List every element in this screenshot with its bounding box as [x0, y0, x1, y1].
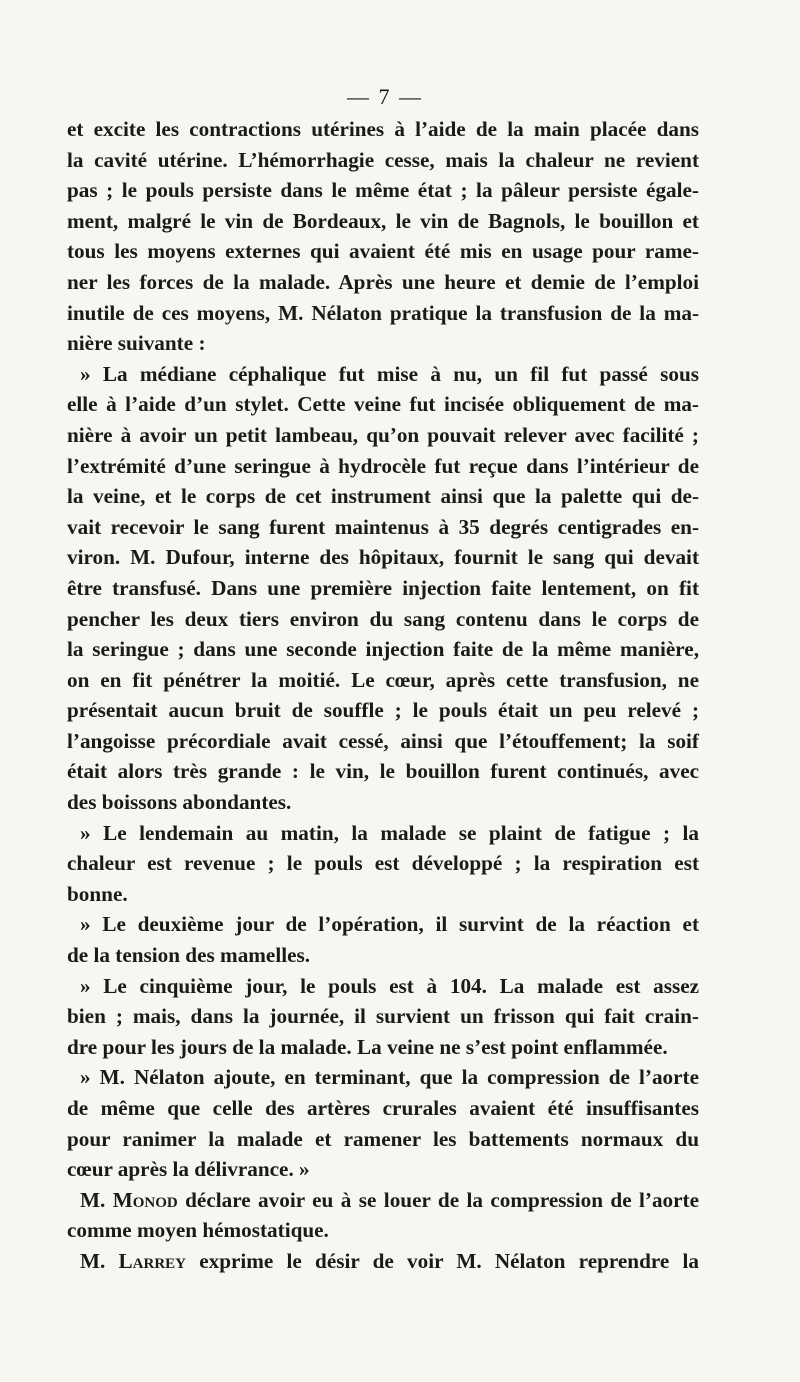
text-line [67, 1246, 699, 1277]
text-line: vait recevoir le sang furent maintenus à 35 degrés centigrades en- [67, 514, 699, 539]
text-line: comme moyen hémostatique. [67, 1218, 329, 1243]
paragraph [67, 818, 699, 910]
text-line: inutile de ces moyens, M. Nélaton pratique la transfusion de la ma- [67, 300, 699, 325]
text-line: on en fit pénétrer la moitié. Le cœur, après cette transfusion, ne [67, 667, 699, 692]
text-line: de même que celle des artères crurales avaient été insuffisantes [67, 1096, 699, 1120]
paragraph [67, 971, 699, 1063]
text-line: » Le deuxième jour de l’opération, il survint de la réaction et [80, 912, 699, 937]
text-line: la cavité utérine. L’hémorrhagie cesse, mais la chaleur ne revient [67, 147, 699, 172]
text-line: nière suivante : [67, 331, 206, 356]
text-line: tous les moyens externes qui avaient été mis en usage pour rame- [67, 239, 699, 264]
text-line: cœur après la délivrance. » [67, 1157, 310, 1182]
text-line: présentait aucun bruit de souffle ; le pouls était un peu relevé ; [67, 698, 699, 723]
paragraph [67, 1062, 699, 1184]
text-line: dre pour les jours de la malade. La veine ne s’est point enflammée. [67, 1034, 668, 1059]
speaker-name: Larrey [118, 1248, 186, 1273]
text-line: bien ; mais, dans la journée, il survient un frisson qui fait crain- [67, 1004, 699, 1029]
text-line: viron. M. Dufour, interne des hôpitaux, fournit le sang qui devait [67, 545, 699, 570]
text-line: des boissons abondantes. [67, 790, 292, 815]
page-number: — 7 — [347, 84, 423, 109]
text-line: était alors très grande : le vin, le bouillon furent continués, avec [67, 759, 699, 784]
text-line: la veine, et le corps de cet instrument ainsi que la palette qui de- [67, 484, 699, 509]
text-line: pencher les deux tiers environ du sang contenu dans le corps de [67, 606, 699, 631]
text-line: être transfusé. Dans une première injection faite lentement, on fit [67, 575, 699, 600]
speaker-name: Monod [112, 1187, 178, 1212]
text-line: l’extrémité d’une seringue à hydrocèle fut reçue dans l’intérieur de [67, 453, 699, 478]
text-line: de la tension des mamelles. [67, 943, 311, 968]
paragraph [67, 909, 699, 970]
paragraph [67, 1246, 699, 1277]
text-line: » Le lendemain au matin, la malade se plaint de fatigue ; la [80, 820, 699, 845]
text-line: la seringue ; dans une seconde injection faite de la même manière, [67, 637, 699, 662]
text-line: ner les forces de la malade. Après une heure et demie de l’emploi [67, 269, 699, 294]
text-line: » M. Nélaton ajoute, en terminant, que la compression de l’aorte [80, 1065, 699, 1090]
text-line: pour ranimer la malade et ramener les battements normaux du [67, 1126, 699, 1151]
text-line: ment, malgré le vin de Bordeaux, le vin de Bagnols, le bouillon et [67, 208, 699, 233]
paragraph [67, 114, 699, 359]
text-line: pas ; le pouls persiste dans le même état ; la pâleur persiste égale- [67, 178, 699, 203]
text-line: elle à l’aide d’un stylet. Cette veine fut incisée obliquement de ma- [67, 392, 699, 417]
text-line: nière à avoir un petit lambeau, qu’on pouvait relever avec facilité ; [67, 422, 699, 447]
body-text [67, 114, 699, 1277]
text-line [67, 1185, 699, 1216]
text-line: » La médiane céphalique fut mise à nu, un fil fut passé sous [80, 361, 699, 386]
text-line: et excite les contractions utérines à l’aide de la main placée dans [67, 117, 699, 141]
line-rest: exprime le désir de voir M. Nélaton reprendre la [185, 1248, 699, 1273]
line-rest: déclare avoir eu à se louer de la compression de l’aorte [177, 1187, 700, 1212]
speaker-prefix: M. [80, 1187, 113, 1212]
text-line: l’angoisse précordiale avait cessé, ainsi que l’étouffement; la soif [67, 728, 699, 753]
speaker-prefix: M. [80, 1248, 119, 1273]
paragraph [67, 359, 699, 818]
paragraph [67, 1185, 699, 1246]
text-line: bonne. [67, 881, 128, 906]
text-line: » Le cinquième jour, le pouls est à 104. La malade est assez [80, 973, 699, 998]
text-line: chaleur est revenue ; le pouls est développé ; la respiration est [67, 851, 699, 876]
